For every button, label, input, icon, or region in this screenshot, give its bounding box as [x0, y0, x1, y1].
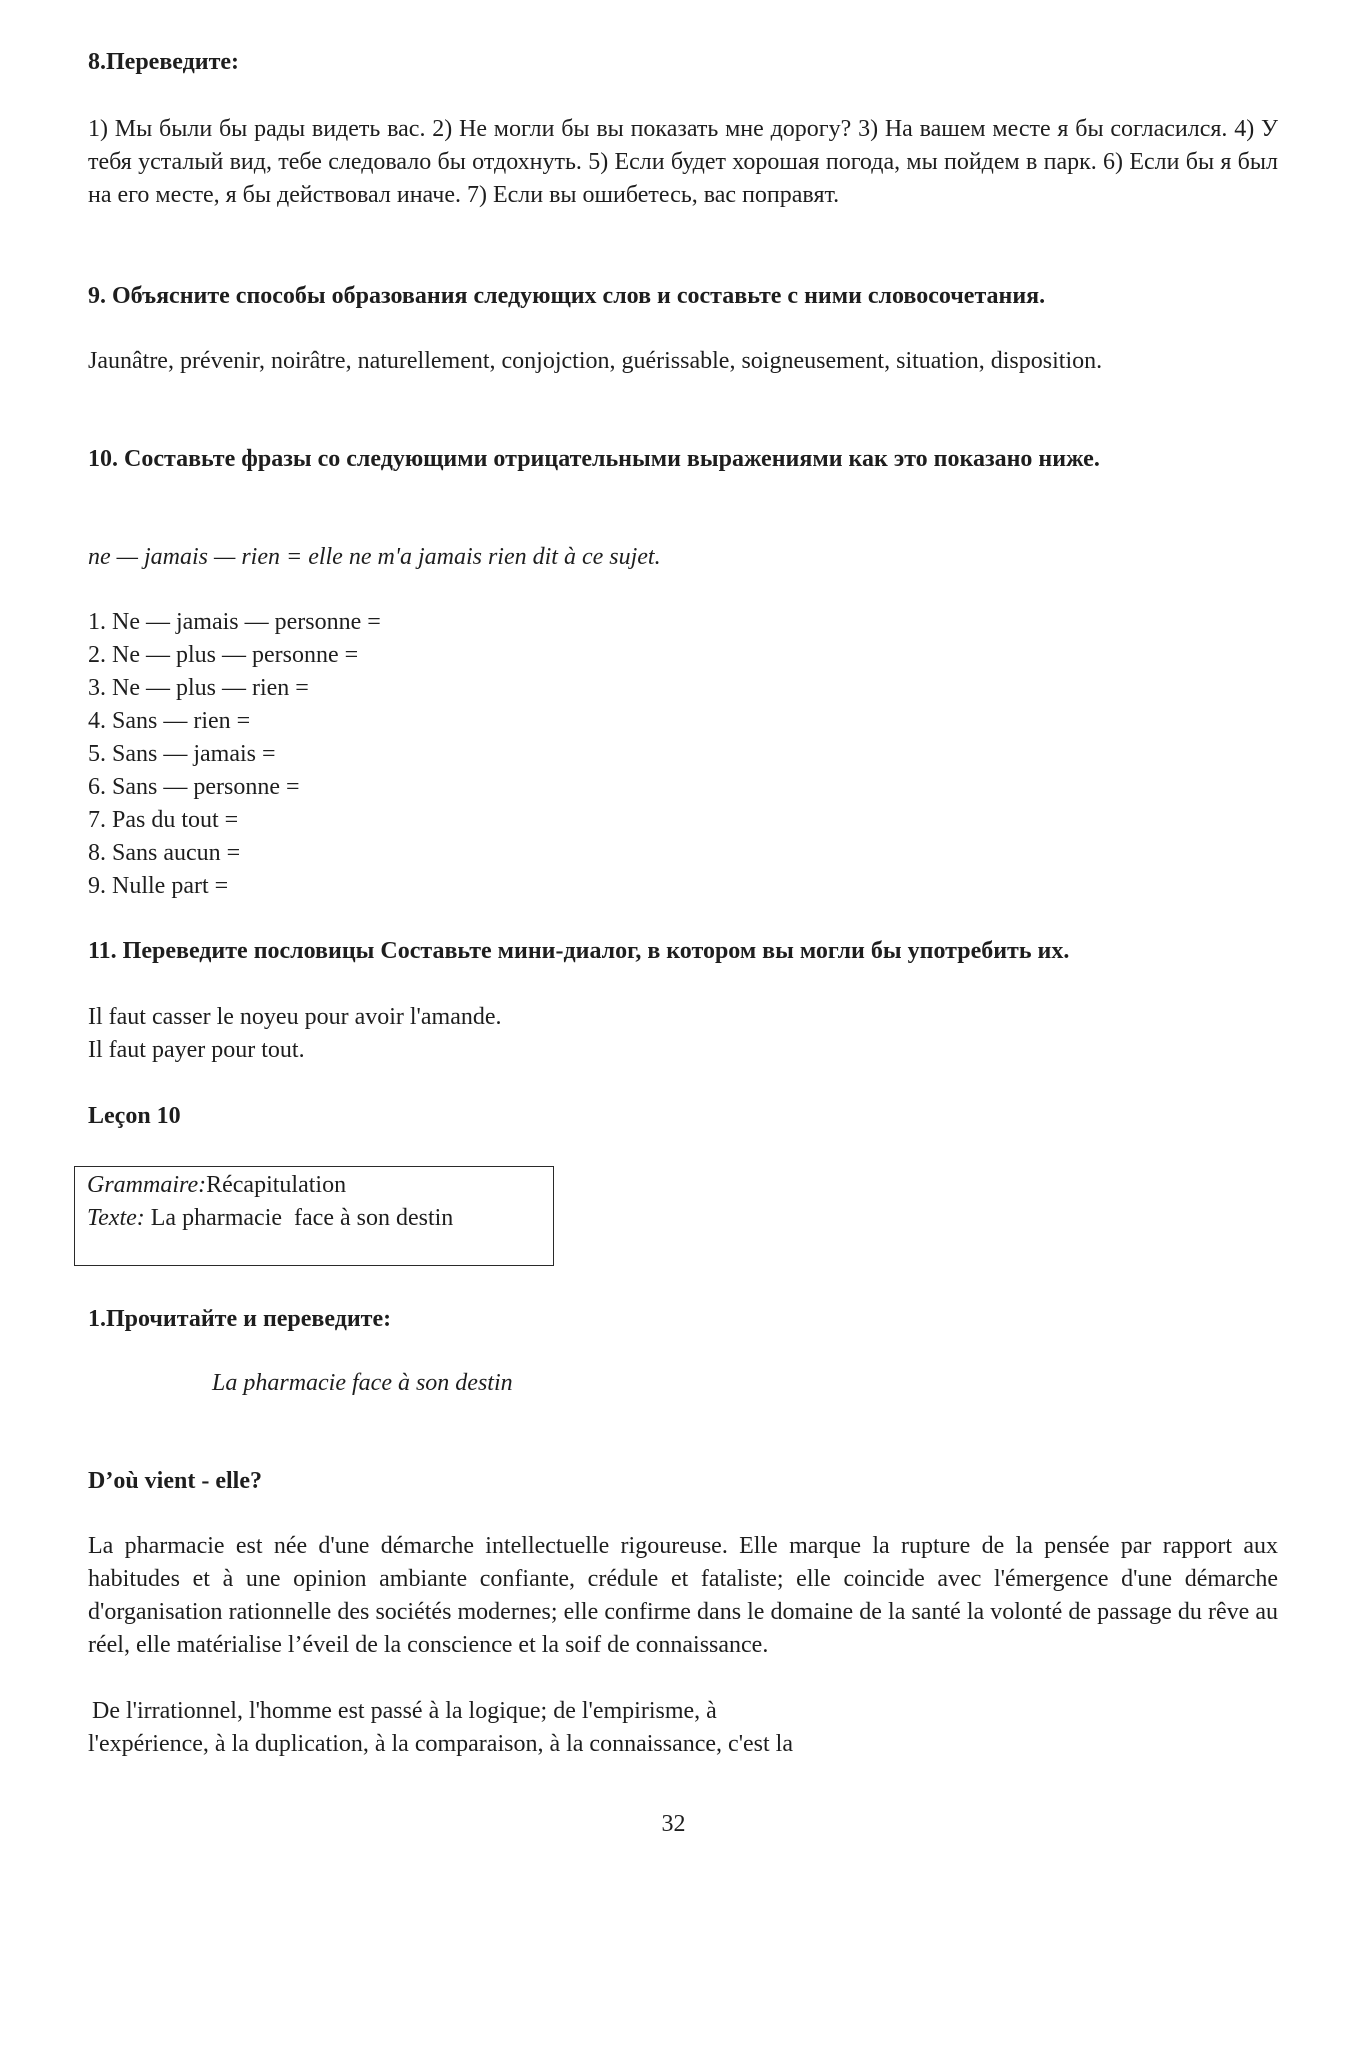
- list-item: 5. Sans — jamais =: [88, 741, 276, 767]
- exercise-10-example: ne — jamais — rien = elle ne m'a jamais rien dit à ce sujet.: [88, 544, 661, 570]
- exercise-8-text: 1) Мы были бы рады видеть вас. 2) Не могли бы вы показать мне дорогу? 3) На вашем месте я бы согласился. 4) У тебя усталый вид, тебе следовало бы отдохнуть. 5) Если будет хорошая погода, мы пойдем в парк. 6) Если бы я был на его месте, я бы действовал иначе. 7) Если вы ошибетесь, вас поправят.: [88, 116, 1278, 208]
- list-item: 9. Nulle part =: [88, 873, 229, 899]
- exercise-10-heading: 10. Составьте фразы со следующими отрицательными выражениями как это показано ниже.: [88, 446, 1100, 472]
- proverb-2: Il faut payer pour tout.: [88, 1037, 305, 1063]
- grammar-value: Récapitulation: [206, 1172, 347, 1198]
- exercise-1-heading: 1.Прочитайте и переведите:: [88, 1306, 392, 1332]
- lesson-info-box: [74, 1166, 554, 1266]
- text-subtitle: La pharmacie face à son destin: [212, 1370, 513, 1396]
- lesson-title: Leçon 10: [88, 1103, 181, 1129]
- text-line: [87, 1202, 541, 1235]
- exercise-9-heading: 9. Объясните способы образования следующих слов и составьте с ними словосочетания.: [88, 283, 1046, 309]
- exercise-9-text: Jaunâtre, prévenir, noirâtre, naturellement, conjojction, guérissable, soigneusement, situation, disposition.: [88, 348, 1103, 374]
- section-line-1: De l'irrationnel, l'homme est passé à la logique; de l'empirisme, à: [92, 1698, 717, 1724]
- exercise-10-list: [88, 606, 1278, 903]
- exercise-11-heading: 11. Переведите пословицы Составьте мини-диалог, в котором вы могли бы употребить их.: [88, 938, 1070, 964]
- grammar-line: [87, 1169, 541, 1202]
- grammar-label: Grammaire:: [87, 1172, 207, 1198]
- list-item: 7. Pas du tout =: [88, 807, 239, 833]
- list-item: 1. Ne — jamais — personne =: [88, 609, 381, 635]
- list-item: 3. Ne — plus — rien =: [88, 675, 309, 701]
- exercise-8-heading: 8.Переведите:: [88, 49, 240, 75]
- list-item: 8. Sans aucun =: [88, 840, 241, 866]
- section-paragraph: La pharmacie est née d'une démarche intellectuelle rigoureuse. Elle marque la rupture de la pensée par rapport aux habitudes et à une opinion ambiante confiante, crédule et fataliste; elle coincide avec l'émergence d'une démarche d'organisation rationnelle des sociétés modernes; elle confirme dans le domaine de la santé la volonté de passage du rêve au réel, elle matérialise l’éveil de la conscience et la soif de connaissance.: [88, 1533, 1278, 1658]
- section-heading: D’où vient - elle?: [88, 1468, 262, 1494]
- proverb-1: Il faut casser le noyeu pour avoir l'amande.: [88, 1004, 502, 1030]
- list-item: 2. Ne — plus — personne =: [88, 642, 359, 668]
- page-number: 32: [661, 1811, 686, 1837]
- list-item: 6. Sans — personne =: [88, 774, 300, 800]
- text-value: La pharmacie face à son destin: [144, 1205, 454, 1231]
- list-item: 4. Sans — rien =: [88, 708, 251, 734]
- text-label: Texte:: [87, 1205, 145, 1231]
- section-line-2: l'expérience, à la duplication, à la comparaison, à la connaissance, c'est la: [88, 1731, 793, 1757]
